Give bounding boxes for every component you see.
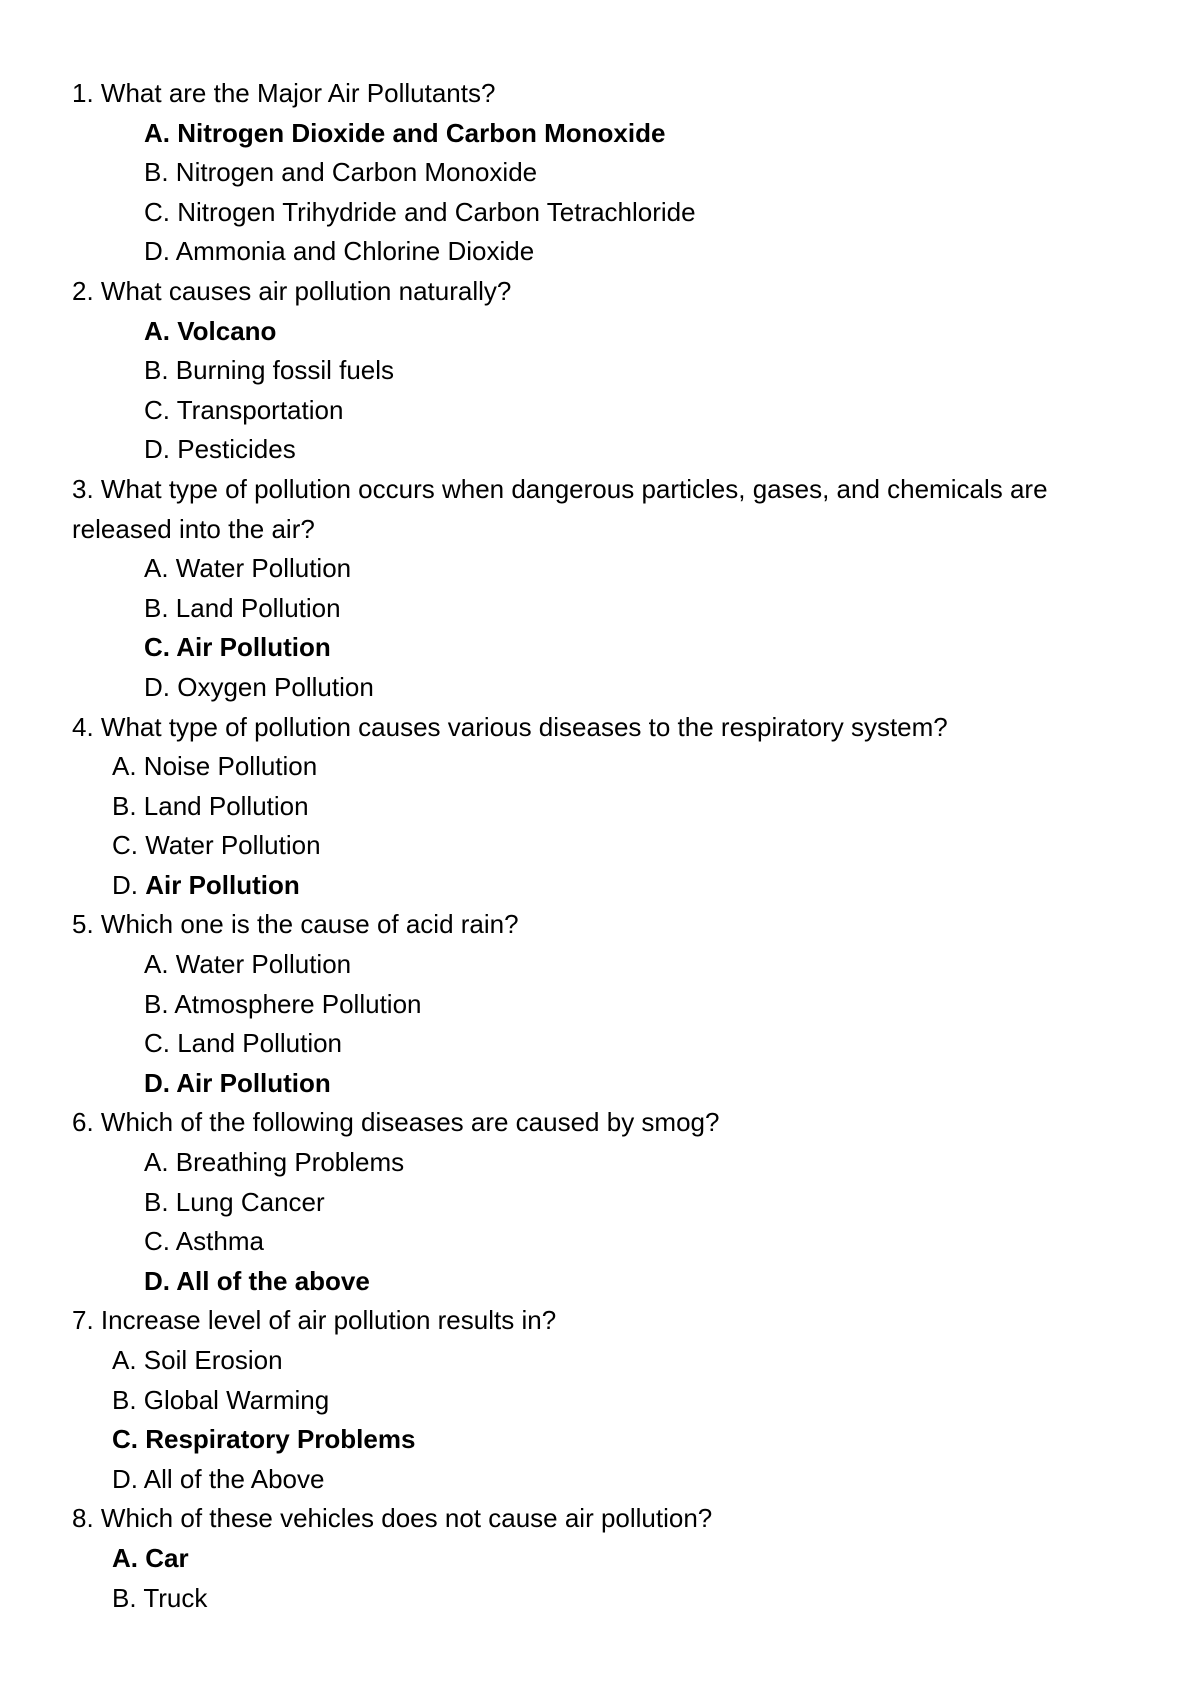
q6-option-a: A. Breathing Problems	[144, 1147, 405, 1178]
q7-option-c-answer: C. Respiratory Problems	[112, 1424, 416, 1455]
q4-option-b: B. Land Pollution	[112, 790, 309, 821]
q7-option-d: D. All of the Above	[112, 1463, 325, 1494]
q5-option-c: C. Land Pollution	[144, 1028, 343, 1059]
q1-option-b: B. Nitrogen and Carbon Monoxide	[144, 157, 538, 188]
q2-option-d: D. Pesticides	[144, 434, 296, 465]
question-2: 2. What causes air pollution naturally?	[72, 275, 512, 306]
question-4: 4. What type of pollution causes various diseases to the respiratory system?	[72, 711, 948, 742]
question-1: 1. What are the Major Air Pollutants?	[72, 78, 496, 108]
q3-option-d: D. Oxygen Pollution	[144, 671, 374, 702]
question-7: 7. Increase level of air pollution results in?	[72, 1305, 557, 1336]
q1-option-c: C. Nitrogen Trihydride and Carbon Tetrachloride	[144, 196, 696, 227]
q5-option-b: B. Atmosphere Pollution	[144, 988, 422, 1019]
question-6: 6. Which of the following diseases are caused by smog?	[72, 1107, 720, 1138]
q4-option-d-answer	[72, 866, 1152, 906]
q3-option-c-answer: C. Air Pollution	[144, 632, 331, 663]
question-8: 8. Which of these vehicles does not cause air pollution?	[72, 1503, 713, 1534]
q2-option-c: C. Transportation	[144, 394, 344, 425]
q4-option-d-prefix: D.	[112, 869, 146, 900]
q1-option-a-answer: A. Nitrogen Dioxide and Carbon Monoxide	[144, 117, 666, 148]
q5-option-a: A. Water Pollution	[144, 949, 352, 980]
q5-option-d-answer: D. Air Pollution	[144, 1067, 331, 1098]
question-5: 5. Which one is the cause of acid rain?	[72, 909, 519, 940]
q3-option-b: B. Land Pollution	[144, 592, 341, 623]
q2-option-b: B. Burning fossil fuels	[144, 355, 395, 386]
q4-option-d-text: Air Pollution	[145, 869, 300, 900]
q8-option-a-answer: A. Car	[112, 1542, 189, 1573]
q7-option-b: B. Global Warming	[112, 1384, 330, 1415]
q6-option-d-answer: D. All of the above	[144, 1265, 370, 1296]
q7-option-a: A. Soil Erosion	[112, 1345, 283, 1375]
q4-option-c: C. Water Pollution	[112, 830, 321, 861]
question-3: 3. What type of pollution occurs when dangerous particles, gases, and chemicals are released into the air?	[72, 473, 1048, 544]
q6-option-c: C. Asthma	[144, 1226, 264, 1257]
q4-option-a: A. Noise Pollution	[112, 751, 318, 782]
q3-option-a: A. Water Pollution	[144, 553, 352, 584]
q1-option-d: D. Ammonia and Chlorine Dioxide	[144, 236, 535, 267]
q2-option-a-answer: A. Volcano	[144, 315, 277, 346]
q8-option-b: B. Truck	[112, 1582, 208, 1613]
q6-option-b: B. Lung Cancer	[144, 1186, 325, 1217]
quiz-document	[72, 74, 1152, 1618]
